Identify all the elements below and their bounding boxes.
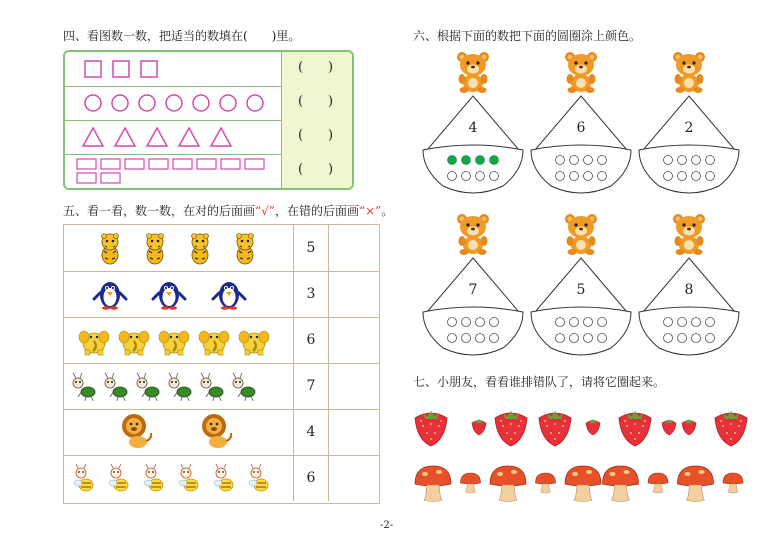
bee-icons	[64, 455, 293, 501]
color-circle[interactable]	[570, 334, 579, 343]
heading-part: 。	[381, 204, 394, 218]
row-number: 7	[293, 363, 329, 409]
color-circle[interactable]	[448, 334, 457, 343]
strawberry-icon[interactable]	[586, 419, 600, 435]
animal-row-tigers	[64, 225, 379, 272]
strawberry-icon[interactable]	[682, 419, 696, 435]
color-circle[interactable]	[448, 156, 457, 165]
color-circle[interactable]	[462, 318, 471, 327]
bear-icon	[673, 214, 705, 255]
strawberry-icon[interactable]	[715, 411, 747, 446]
color-circle[interactable]	[476, 334, 485, 343]
answer-box[interactable]	[281, 120, 353, 154]
color-circle[interactable]	[462, 334, 471, 343]
row-number: 6	[293, 455, 329, 501]
strawberry-icon[interactable]	[472, 419, 486, 435]
paren-open: (	[298, 128, 304, 143]
heading-part: ，在错的后面画	[274, 204, 359, 218]
color-circle[interactable]	[556, 172, 565, 181]
paren-close: )	[328, 162, 334, 177]
color-circle[interactable]	[678, 172, 687, 181]
animal-row-lions	[64, 409, 379, 456]
ant-icons	[64, 363, 293, 409]
color-circle[interactable]	[598, 156, 607, 165]
rectangles-group	[73, 154, 283, 188]
cross-mark-text: “×”	[358, 204, 382, 218]
color-circle[interactable]	[664, 318, 673, 327]
color-circle[interactable]	[664, 334, 673, 343]
bear-icon	[673, 52, 705, 93]
tick-mark-text: “√”	[255, 204, 275, 218]
color-circle[interactable]	[448, 318, 457, 327]
color-circle[interactable]	[462, 156, 471, 165]
mushroom-icon[interactable]	[536, 473, 556, 493]
color-circle[interactable]	[706, 318, 715, 327]
color-circle[interactable]	[556, 334, 565, 343]
color-circle[interactable]	[584, 156, 593, 165]
color-circle[interactable]	[692, 156, 701, 165]
color-circle[interactable]	[476, 318, 485, 327]
cone-number: 8	[684, 282, 694, 298]
row-number: 6	[293, 317, 329, 363]
row-number: 4	[293, 409, 329, 455]
triangles-group	[73, 120, 283, 154]
color-circle[interactable]	[598, 172, 607, 181]
color-circle[interactable]	[692, 334, 701, 343]
mushroom-icon[interactable]	[565, 466, 601, 502]
strawberry-icon[interactable]	[539, 411, 571, 446]
answer-cell[interactable]	[328, 317, 379, 363]
penguin-icons	[64, 271, 293, 317]
bear-icon	[565, 214, 597, 255]
circles-group	[73, 86, 283, 120]
section5-table	[63, 224, 380, 504]
answer-cell[interactable]	[328, 455, 379, 501]
animal-row-bees	[64, 455, 379, 501]
mushroom-icon[interactable]	[723, 473, 743, 493]
color-circle[interactable]	[598, 334, 607, 343]
animal-row-elephants	[64, 317, 379, 364]
color-circle[interactable]	[678, 318, 687, 327]
color-circle[interactable]	[678, 156, 687, 165]
row-number: 5	[293, 225, 329, 271]
color-circle[interactable]	[462, 172, 471, 181]
cone-number: 2	[684, 120, 694, 136]
color-circle[interactable]	[706, 172, 715, 181]
heading-part: 五、看一看，数一数，在对的后面画	[63, 204, 256, 218]
mushroom-icon[interactable]	[678, 466, 714, 502]
mushroom-icon[interactable]	[415, 466, 451, 502]
sequence-area	[413, 400, 753, 510]
bear-icon	[457, 214, 489, 255]
paren-open: (	[298, 60, 304, 75]
color-circle[interactable]	[476, 172, 485, 181]
section6-heading: 六、根据下面的数把下面的圆圈涂上颜色。	[413, 29, 642, 43]
row-number: 3	[293, 271, 329, 317]
cone-number: 6	[576, 120, 586, 136]
color-circle[interactable]	[664, 156, 673, 165]
animal-row-penguins	[64, 271, 379, 318]
mushroom-icon[interactable]	[603, 466, 639, 502]
strawberry-icon[interactable]	[662, 419, 676, 435]
color-circle[interactable]	[490, 318, 499, 327]
color-circle[interactable]	[706, 334, 715, 343]
shape-row-circles	[65, 86, 352, 121]
cones-area	[405, 40, 755, 360]
color-circle[interactable]	[584, 172, 593, 181]
page-number: -2-	[380, 520, 394, 531]
answer-cell[interactable]	[328, 363, 379, 409]
lion-icons	[64, 409, 293, 455]
color-circle[interactable]	[490, 334, 499, 343]
mushroom-icon[interactable]	[461, 473, 481, 493]
shape-row-triangles	[65, 120, 352, 155]
color-circle[interactable]	[570, 318, 579, 327]
answer-cell[interactable]	[328, 271, 379, 317]
strawberry-icon[interactable]	[415, 411, 447, 446]
bear-icon	[565, 52, 597, 93]
color-circle[interactable]	[570, 156, 579, 165]
strawberry-icon[interactable]	[619, 411, 651, 446]
answer-box[interactable]	[281, 154, 353, 188]
section4-table	[63, 50, 354, 190]
color-circle[interactable]	[490, 172, 499, 181]
answer-box[interactable]	[281, 86, 353, 120]
paren-open: (	[298, 162, 304, 177]
answer-box[interactable]	[281, 52, 353, 86]
bear-icon	[457, 52, 489, 93]
paren-close: )	[328, 128, 334, 143]
cone-number: 7	[468, 282, 478, 298]
color-circle[interactable]	[664, 172, 673, 181]
paren-open: (	[298, 94, 304, 109]
color-circle[interactable]	[490, 156, 499, 165]
cone-number: 4	[468, 120, 478, 136]
color-circle[interactable]	[556, 318, 565, 327]
answer-cell[interactable]	[328, 225, 379, 271]
tiger-icons	[64, 225, 293, 271]
cone-number: 5	[576, 282, 586, 298]
section4-heading: 四、看图数一数，把适当的数填在( )里。	[63, 29, 301, 43]
elephant-icons	[64, 317, 293, 363]
paren-close: )	[328, 60, 334, 75]
color-circle[interactable]	[570, 172, 579, 181]
color-circle[interactable]	[678, 334, 687, 343]
animal-row-ants	[64, 363, 379, 410]
color-circle[interactable]	[584, 334, 593, 343]
answer-cell[interactable]	[328, 409, 379, 455]
section5-heading	[63, 202, 393, 219]
color-circle[interactable]	[692, 318, 701, 327]
color-circle[interactable]	[706, 156, 715, 165]
paren-close: )	[328, 94, 334, 109]
strawberry-icon[interactable]	[495, 411, 527, 446]
color-circle[interactable]	[448, 172, 457, 181]
color-circle[interactable]	[476, 156, 485, 165]
color-circle[interactable]	[584, 318, 593, 327]
color-circle[interactable]	[692, 172, 701, 181]
squares-group	[73, 52, 283, 86]
shape-row-rectangles	[65, 154, 352, 188]
mushroom-icon[interactable]	[490, 466, 526, 502]
shape-row-squares	[65, 52, 352, 87]
section7-heading: 七、小朋友，看看谁排错队了，请将它圈起来。	[413, 375, 666, 389]
mushroom-icon[interactable]	[648, 473, 668, 493]
color-circle[interactable]	[598, 318, 607, 327]
color-circle[interactable]	[556, 156, 565, 165]
